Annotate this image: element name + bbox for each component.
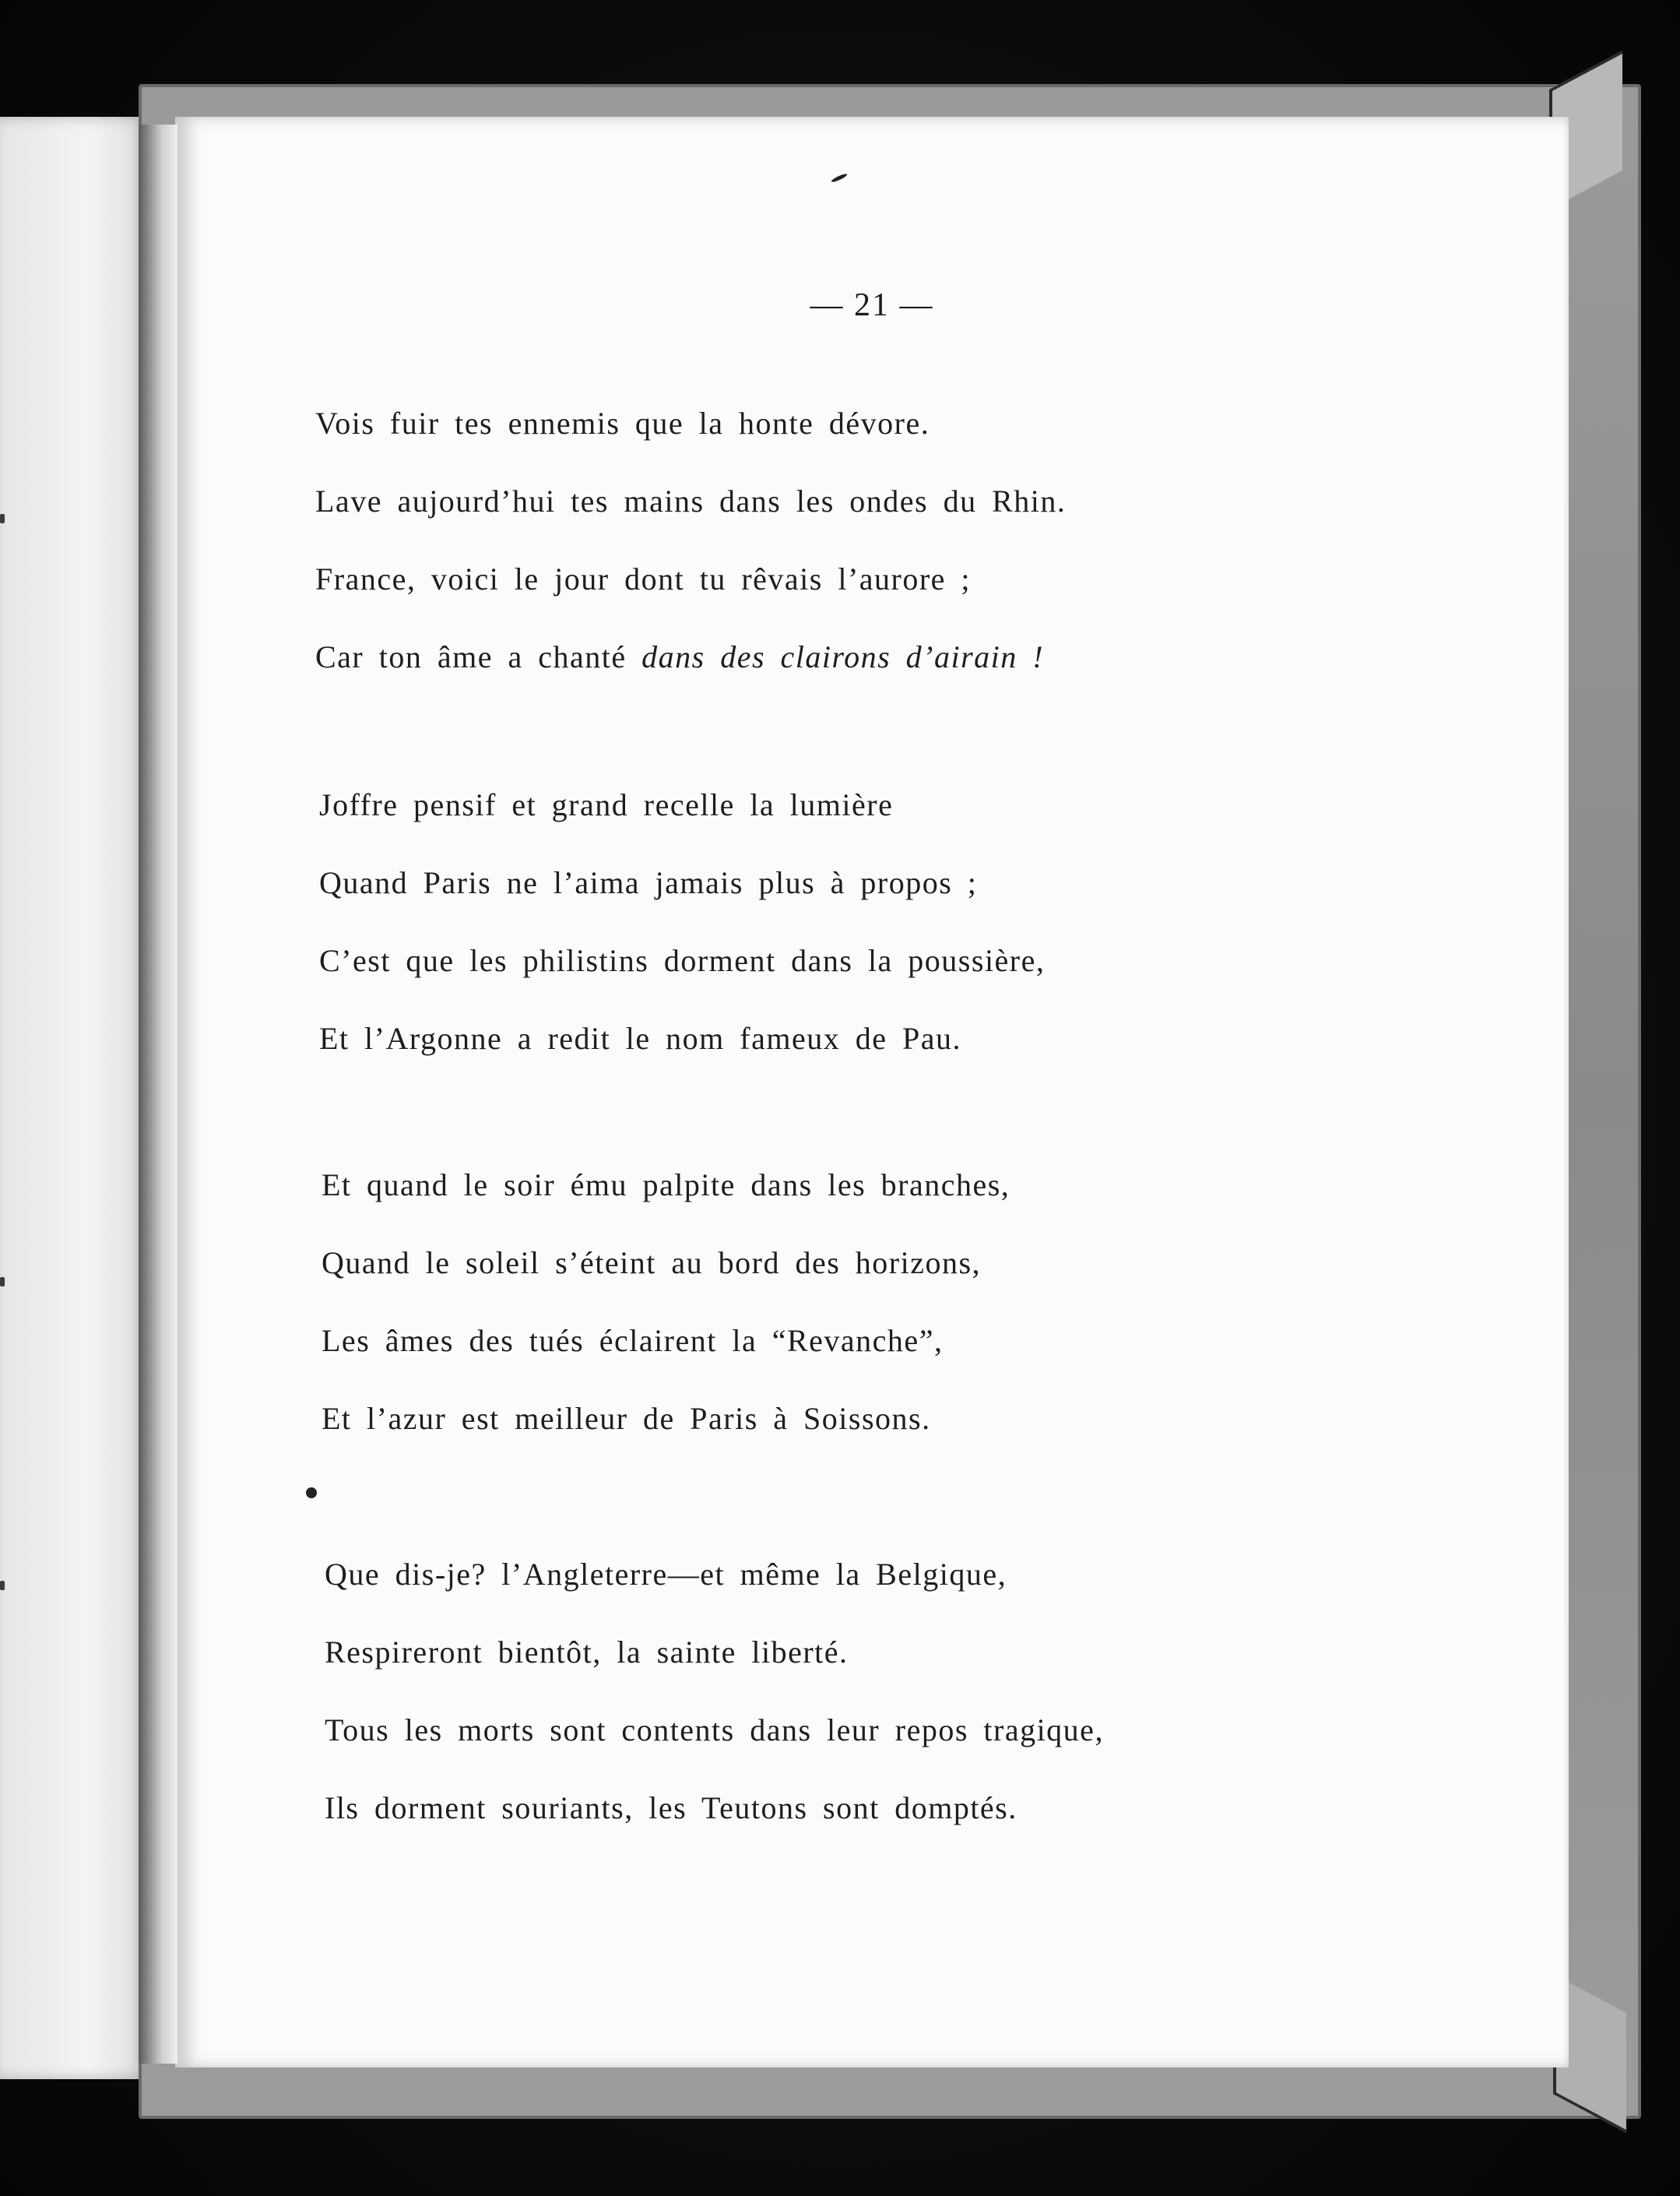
- verse-line: Tous les morts sont contents dans leur repos tragique,: [325, 1712, 1104, 1747]
- verse-line: Que dis-je? l’Angleterre—et même la Belgique,: [325, 1557, 1007, 1592]
- ink-mark: [0, 1277, 5, 1286]
- ink-mark: [0, 514, 5, 523]
- verse-line: [315, 639, 1044, 675]
- verse-line: C’est que les philistins dorment dans la poussière,: [319, 943, 1046, 978]
- print-speck: [831, 173, 848, 184]
- verse-line: France, voici le jour dont tu rêvais l’aurore ;: [315, 561, 972, 597]
- page-number: — 21 —: [810, 287, 934, 323]
- verse-line: Respireront bientôt, la sainte liberté.: [325, 1635, 849, 1670]
- verse-line: Quand Paris ne l’aima jamais plus à propos ;: [319, 865, 978, 900]
- verse-line: Ils dorment souriants, les Teutons sont domptés.: [325, 1790, 1017, 1825]
- verse-text: Car ton âme a chanté: [315, 639, 642, 674]
- verse-line: Quand le soleil s’éteint au bord des horizons,: [322, 1245, 982, 1280]
- verse-line: Et l’Argonne a redit le nom fameux de Pau.: [319, 1021, 961, 1056]
- verse-line: Et l’azur est meilleur de Paris à Soissons.: [322, 1401, 931, 1436]
- previous-page-edge: [0, 117, 153, 2079]
- verse-italic-text: dans des clairons d’airain !: [641, 639, 1045, 674]
- verse-line: Lave aujourd’hui tes mains dans les ondes du Rhin.: [315, 484, 1067, 519]
- verse-line: Vois fuir tes ennemis que la honte dévore.: [315, 406, 930, 441]
- book-page: [175, 117, 1569, 2068]
- ink-mark: [0, 1581, 5, 1590]
- verse-line: Joffre pensif et grand recelle la lumière: [319, 787, 894, 822]
- verse-line: Et quand le soir ému palpite dans les branches,: [322, 1167, 1010, 1202]
- verse-line: Les âmes des tués éclairent la “Revanche”,: [322, 1323, 944, 1358]
- book-gutter: [139, 125, 177, 2064]
- print-speck: [306, 1487, 317, 1498]
